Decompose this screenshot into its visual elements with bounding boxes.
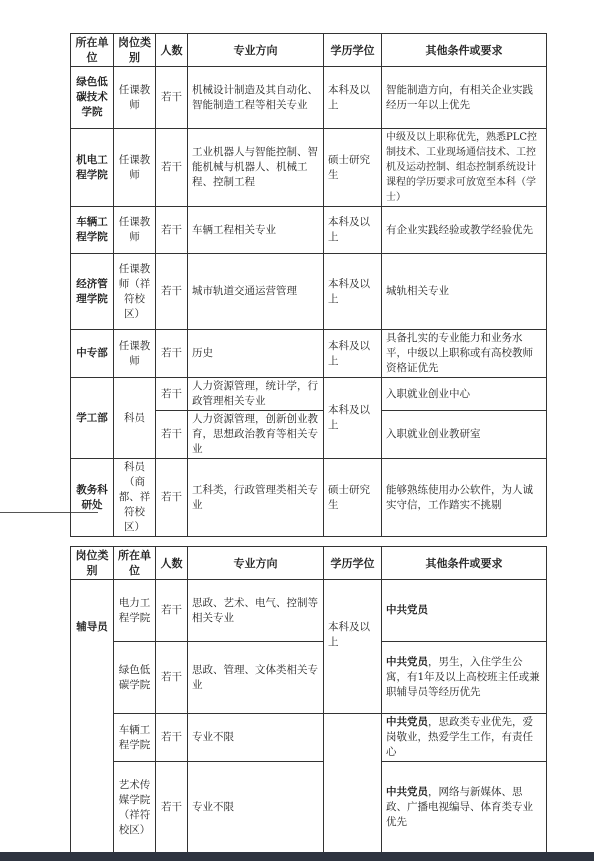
table-row (71, 378, 547, 411)
major-cell: 工科类，行政管理类相关专业 (188, 459, 324, 537)
recruitment-table-1 (70, 33, 547, 537)
category-cell: 任课教师 (114, 67, 156, 129)
major-cell: 工业机器人与智能控制、智能机械与机器人、机械工程、控制工程 (188, 129, 324, 207)
table-row (71, 714, 547, 762)
major-cell: 思政、艺术、电气、控制等相关专业 (188, 580, 324, 642)
major-cell: 人力资源管理，统计学，行政管理相关专业 (188, 378, 324, 411)
party-member-label: 中共党员 (386, 656, 428, 668)
category-cell: 任课教师 (114, 207, 156, 254)
unit-cell: 机电工程学院 (71, 129, 114, 207)
other-cell: 入职就业创业教研室 (382, 411, 547, 459)
header-other: 其他条件或要求 (382, 547, 547, 580)
other-text: ，男生，入住学生公寓，有1年及以上高校班主任或兼职辅导员等经历优先 (386, 656, 540, 698)
other-cell: 能够熟练使用办公软件，为人诚实守信，工作踏实不挑剔 (382, 459, 547, 537)
degree-cell: 本科及以上 (324, 330, 382, 378)
major-cell: 专业不限 (188, 762, 324, 854)
header-major: 专业方向 (188, 547, 324, 580)
unit-cell: 车辆工程学院 (71, 207, 114, 254)
other-cell (382, 642, 547, 714)
count-cell: 若干 (156, 330, 188, 378)
other-cell: 智能制造方向，有相关企业实践经历一年以上优先 (382, 67, 547, 129)
table-row (71, 207, 547, 254)
count-cell: 若干 (156, 67, 188, 129)
header-category: 岗位类别 (114, 34, 156, 67)
table-header-row (71, 34, 547, 67)
unit-cell: 车辆工程学院 (114, 714, 156, 762)
table-row (71, 580, 547, 642)
category-cell: 任课教师 (114, 129, 156, 207)
unit-cell: 艺术传媒学院（祥符校区） (114, 762, 156, 854)
count-cell: 若干 (156, 254, 188, 330)
unit-cell: 电力工程学院 (114, 580, 156, 642)
unit-cell: 教务科研处 (71, 459, 114, 537)
degree-cell: 本科及以上 (324, 580, 382, 714)
category-cell: 科员 (114, 378, 156, 459)
table-row (71, 330, 547, 378)
unit-cell: 学工部 (71, 378, 114, 459)
category-cell: 辅导员 (71, 580, 114, 854)
table-row (71, 762, 547, 854)
header-count: 人数 (156, 547, 188, 580)
party-member-label: 中共党员 (386, 786, 428, 798)
major-cell: 车辆工程相关专业 (188, 207, 324, 254)
category-cell: 任课教师 (114, 330, 156, 378)
count-cell: 若干 (156, 411, 188, 459)
count-cell: 若干 (156, 378, 188, 411)
count-cell: 若干 (156, 642, 188, 714)
other-cell: 城轨相关专业 (382, 254, 547, 330)
count-cell: 若干 (156, 207, 188, 254)
other-cell: 中级及以上职称优先，熟悉PLC控制技术、工业现场通信技术、工控机及运动控制、组态控制系统设计课程的学历要求可放宽至本科（学士） (382, 129, 547, 207)
header-unit: 所在单位 (114, 547, 156, 580)
category-cell: 任课教师（祥符校区） (114, 254, 156, 330)
header-degree: 学历学位 (324, 547, 382, 580)
header-unit: 所在单位 (71, 34, 114, 67)
other-cell (382, 762, 547, 854)
degree-cell: 本科及以上 (324, 378, 382, 459)
count-cell: 若干 (156, 714, 188, 762)
count-cell: 若干 (156, 459, 188, 537)
other-cell (382, 580, 547, 642)
other-cell (382, 714, 547, 762)
unit-cell: 绿色低碳技术学院 (71, 67, 114, 129)
header-degree: 学历学位 (324, 34, 382, 67)
count-cell: 若干 (156, 129, 188, 207)
table-header-row (71, 547, 547, 580)
unit-cell: 中专部 (71, 330, 114, 378)
header-count: 人数 (156, 34, 188, 67)
other-cell: 入职就业创业中心 (382, 378, 547, 411)
table-row (71, 459, 547, 537)
recruitment-table-2 (70, 546, 547, 854)
degree-cell: 本科及以上 (324, 67, 382, 129)
unit-cell: 绿色低碳学院 (114, 642, 156, 714)
header-other: 其他条件或要求 (382, 34, 547, 67)
degree-cell-empty (324, 714, 382, 854)
category-cell: 科员（商都、祥符校区） (114, 459, 156, 537)
other-text: ，思政类专业优先，爱岗敬业，热爱学生工作，有责任心 (386, 716, 533, 758)
degree-cell: 本科及以上 (324, 254, 382, 330)
major-cell: 人力资源管理，创新创业教育，思想政治教育等相关专业 (188, 411, 324, 459)
count-cell: 若干 (156, 580, 188, 642)
party-member-label: 中共党员 (386, 716, 428, 728)
other-text: ，网络与新媒体、思政、广播电视编导、体育类专业优先 (386, 786, 533, 828)
table-row (71, 642, 547, 714)
unit-cell: 经济管理学院 (71, 254, 114, 330)
bottom-bar (0, 852, 594, 861)
major-cell: 城市轨道交通运营管理 (188, 254, 324, 330)
degree-cell: 硕士研究生 (324, 129, 382, 207)
major-cell: 机械设计制造及其自动化、智能制造工程等相关专业 (188, 67, 324, 129)
major-cell: 思政、管理、文体类相关专业 (188, 642, 324, 714)
major-cell: 历史 (188, 330, 324, 378)
table-row (71, 254, 547, 330)
other-cell: 有企业实践经验或教学经验优先 (382, 207, 547, 254)
degree-cell: 本科及以上 (324, 207, 382, 254)
count-cell: 若干 (156, 762, 188, 854)
table-row (71, 129, 547, 207)
party-member-label: 中共党员 (386, 604, 428, 616)
header-major: 专业方向 (188, 34, 324, 67)
table-row (71, 67, 547, 129)
header-category: 岗位类别 (71, 547, 114, 580)
degree-cell: 硕士研究生 (324, 459, 382, 537)
major-cell: 专业不限 (188, 714, 324, 762)
other-cell: 具备扎实的专业能力和业务水平，中级以上职称或有高校教师资格证优先 (382, 330, 547, 378)
